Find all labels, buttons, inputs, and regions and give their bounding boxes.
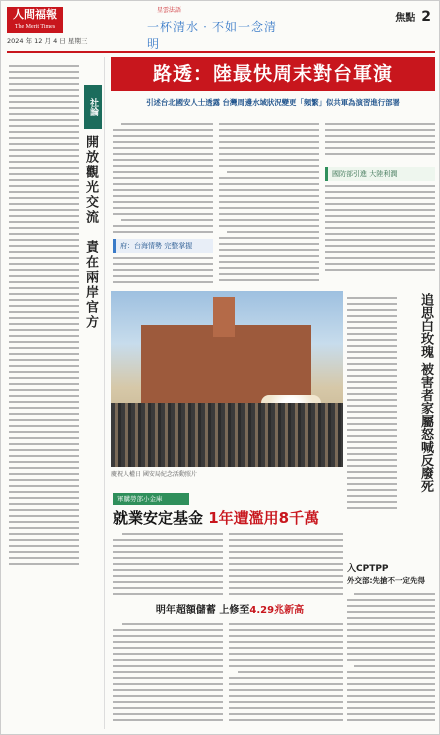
story3-headline-red: 4.29兆新高 (249, 605, 305, 616)
story2-tag: 軍購勞部小金庫 (113, 493, 189, 505)
main-subhead: 引述台北國安人士透露 台灣周邊水域狀況變更「頻繁」似共軍為演習進行部署 (146, 98, 400, 107)
side-box-body (325, 181, 435, 287)
news-photo (111, 291, 343, 467)
story3-col-2 (229, 619, 343, 729)
main-story-col-3 (325, 119, 435, 163)
newspaper-logo (7, 7, 63, 33)
feature-title: 追思白玫瑰 被害者家屬怒喊反廢死 (418, 293, 433, 493)
story2-headline-red: 1年遭濫用8千萬 (208, 509, 320, 527)
main-story-col-2 (219, 119, 319, 287)
story2-col-2 (229, 529, 343, 597)
cptpp-body (347, 589, 435, 729)
photo-caption: 慶祝人權日 國安局紀念活動照片 (111, 471, 197, 478)
story3-headline (125, 601, 335, 616)
header-rule (7, 51, 435, 53)
cptpp-subtitle: 外交部:先搶不一定先得 (347, 576, 425, 585)
side-box-head: 國防部引進 大陸利潤 (325, 167, 435, 181)
logo-english: The Merit Times (14, 24, 56, 30)
editorial-title: 開放觀光交流 責在兩岸官方 (83, 135, 98, 330)
cptpp-title: 入CPTPP (347, 564, 389, 574)
main-headline: 路透：陸最快周末對台軍演 (111, 57, 435, 91)
story2-headline (113, 507, 343, 528)
story2-headline-prefix: 就業安定基金 (113, 509, 209, 527)
page-number: 2 (421, 9, 431, 25)
header-slogan: 一杯清水‧不如一念清明 (147, 20, 278, 51)
editorial-body (9, 61, 79, 721)
section-label (395, 9, 431, 25)
section-name: 焦點 (395, 13, 416, 24)
sub-box-head: 府：台海情勢 完整掌握 (113, 239, 213, 253)
editorial-column (7, 57, 105, 729)
logo-chinese: 人間福報 (13, 8, 57, 21)
main-story-col-1 (113, 119, 213, 235)
editorial-badge: 社論 (84, 85, 102, 129)
dateline: 2024 年 12 月 4 日 星期三 (7, 37, 88, 45)
story3-col-1 (113, 619, 223, 729)
feature-story (347, 289, 435, 521)
story2-col-1 (113, 529, 223, 597)
header-label: 星雲法語 (157, 7, 182, 14)
story3-headline-prefix: 明年超額儲蓄 上修至 (155, 605, 250, 616)
masthead (7, 5, 435, 51)
main-story-col-1b (113, 253, 213, 287)
